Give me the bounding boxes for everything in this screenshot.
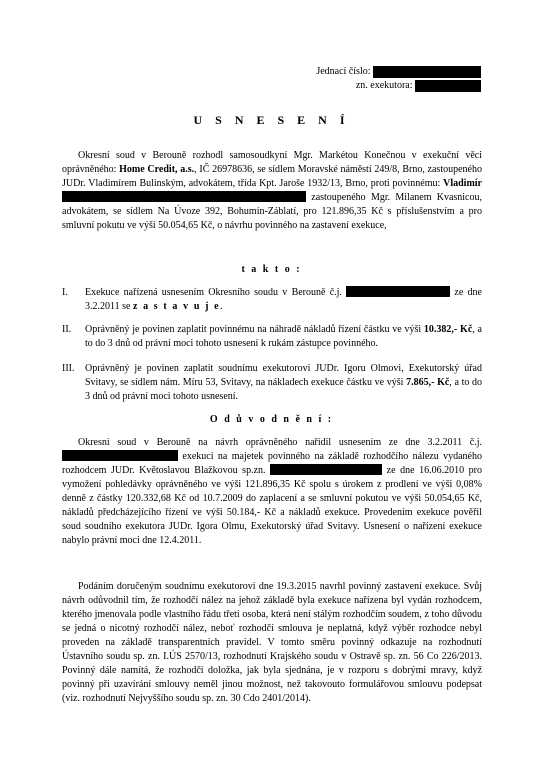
item-number: I.	[62, 287, 68, 298]
intro-paragraph	[62, 149, 482, 233]
case-ref-redaction	[346, 286, 450, 297]
executor-number-line	[356, 80, 481, 92]
reasoning-paragraph-2: Podáním doručeným soudnímu exekutorovi dne 19.3.2015 navrhl povinný zastavení exekuce. Svůj návrh odůvodnil tím, že rozhodčí nález na jehož základě byla exekuce nařízena byl vydán rozhodcem, kterého jmenovala podle vlastního řádu třetí osoba, která není stálým rozhodčím soudem, z toho důvodu se jedná o nicotný rozhodčí nález, neboť rozhodčí smlouva je neplatná, když výběr rozhodce nebyl proveden na základě transparentních pravidel. V tomto směru povinný odkazuje na rozhodnutí Ústavního soudu sp. zn. I.ÚS 2570/13, rozhodnutí Krajského soudu v Ostravě sp. zn. 56 Co 226/2013. Povinný dále namítá, že rozhodčí doložka, jak byla sjednána, je v rozporu s dobrými mravy, když povinný při uzavírání smlouvy neměl jinou možnost, než takovouto formulářovou smlouvu podepsat (viz. rozhodnutí Nejvyššího soudu sp. zn. 30 Cdo 2401/2014).	[62, 581, 482, 704]
item-3-amount: 7.865,- Kč	[406, 377, 450, 388]
item-2-text-b: , a to do 3 dnů od právní moci tohoto usnesení k rukám zástupce povinného.	[85, 324, 482, 349]
item-number: II.	[62, 324, 72, 335]
case-number-label: Jednací číslo:	[316, 66, 371, 77]
case-number-redaction	[373, 66, 481, 78]
item-text	[85, 323, 482, 351]
verdict-item-1	[62, 286, 482, 316]
verdict-item-3	[62, 362, 482, 406]
case-ref-redaction	[62, 450, 178, 461]
case-number-line	[316, 66, 481, 78]
arbitration-ref-redaction	[270, 464, 382, 475]
reasoning-paragraph-1	[62, 436, 482, 548]
item-1-ruling: z a s t a v u j e	[132, 301, 221, 312]
reasoning-heading: O d ů v o d n ě n í :	[209, 414, 334, 425]
item-3-text-b: , a to do 3 dnů od právní moci tohoto usnesení.	[85, 377, 483, 402]
item-2-amount: 10.382,- Kč	[423, 324, 473, 335]
item-2-text-a: Oprávněný je povinen zaplatit povinnému na náhradě nákladů řízení částku ve výši	[85, 324, 424, 335]
verdict-item-2	[62, 323, 482, 353]
intro-text-3: zastoupeného Mgr. Milanem Kvasnicou, advokátem, se sídlem Na Úvoze 392, Bohumín-Záblatí, pro 121.896,35 Kč s příslušenstvím a pro smluvní pokutu ve výši 50.054,65 Kč, o návrhu povinného na zastavení exekuce,	[62, 192, 482, 231]
document-title: U S N E S E N Í	[193, 113, 350, 127]
item-1-text-b: ze dne 3.2.2011 se	[85, 287, 482, 312]
intro-text-1: Okresní soud v Berouně rozhodl samosoudkyní Mgr. Markétou Konečnou v exekuční věci oprávněného:	[62, 150, 482, 175]
item-number: III.	[62, 363, 75, 374]
item-3-text-a: Oprávněný je povinen zaplatit soudnímu exekutorovi JUDr. Igoru Olmovi, Exekutorský úřad Svitavy, se sídlem nám. Míru 53, Svitavy, na nákladech exekuce částku ve výši	[85, 363, 482, 388]
item-text	[85, 286, 482, 314]
intro-text-2: , IČ 26978636, se sídlem Moravské náměstí 249/8, Brno, zastoupeného JUDr. Vladimírem Bulinským, advokátem, třída Kpt. Jaroše 1932/13, Brno, proti povinnému:	[62, 164, 482, 189]
creditor-name: Home Credit, a.s.	[119, 164, 195, 175]
verdict-heading: t a k t o :	[241, 264, 302, 275]
item-1-text-a: Exekuce nařízená usnesením Okresního soudu v Berouně č.j.	[85, 287, 347, 298]
p1-text-a: Okresní soud v Berouně na návrh oprávněného nařídil usnesením ze dne 3.2.2011 č.j.	[78, 437, 482, 448]
p1-text-c: ze dne 16.06.2010 pro vymožení pohledávky oprávněného ve výši 121.896,35 Kč spolu s úrokem z prodlení ve výši 0,08% denně z částky 120.332,68 Kč od 10.7.2009 do zaplacení a se smluvní pokutou ve výši 50.054,65 Kč, nákladů předcházejícího řízení ve výši 50.184,- Kč a nákladů exekuce. Provedením exekuce pověřil soud soudního exekutora JUDr. Igora Olmu, Exekutorský úřad Svitavy. Usnesení o nařízení exekuce nabylo právní moci dne 12.4.2011.	[62, 465, 482, 546]
executor-number-redaction	[415, 80, 481, 92]
debtor-redaction	[62, 191, 306, 202]
item-text	[85, 362, 482, 404]
item-1-text-d: .	[220, 301, 223, 312]
p1-text-b: exekuci na majetek povinného na základě rozhodčího nálezu vydaného rozhodcem JUDr. Květoslavou Blažkovou sp.zn.	[62, 451, 482, 476]
executor-number-label: zn. exekutora:	[355, 80, 413, 91]
debtor-name: Vladimír	[443, 178, 482, 189]
